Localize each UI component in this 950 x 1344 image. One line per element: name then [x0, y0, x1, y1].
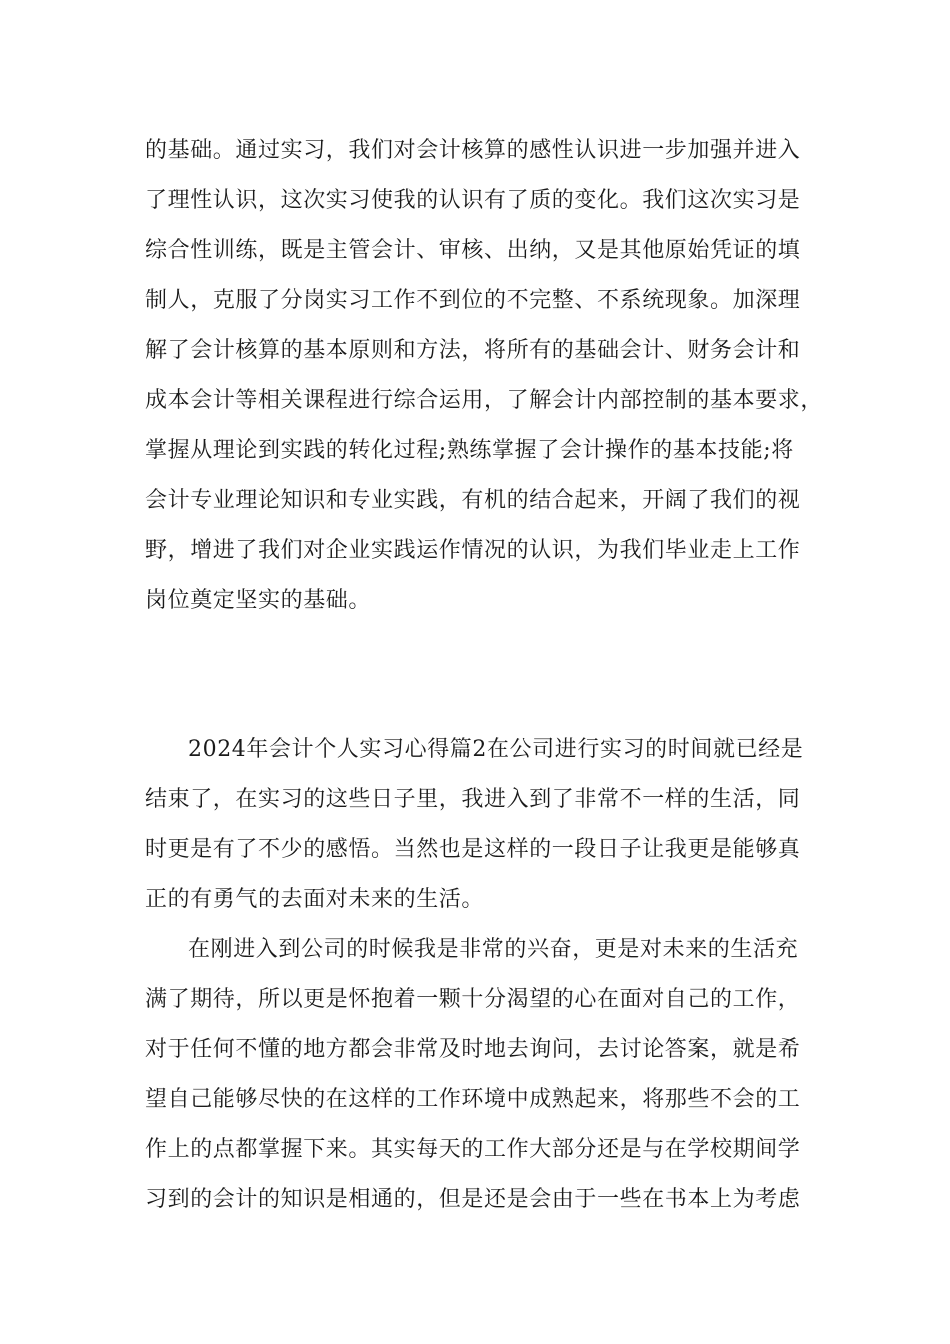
text-line: 制人，克服了分岗实习工作不到位的不完整、不系统现象。加深理	[145, 288, 801, 313]
text-line: 野，增进了我们对企业实践运作情况的认识，为我们毕业走上工作	[145, 538, 801, 563]
text-line: 2024年会计个人实习心得篇2在公司进行实习的时间就已经是	[188, 737, 804, 762]
text-line: 会计专业理论知识和专业实践，有机的结合起来，开阔了我们的视	[145, 488, 801, 513]
text-line: 正的有勇气的去面对未来的生活。	[145, 887, 485, 912]
text-line: 综合性训练，既是主管会计、审核、出纳，又是其他原始凭证的填	[145, 238, 801, 263]
text-line: 了理性认识，这次实习使我的认识有了质的变化。我们这次实习是	[145, 188, 801, 213]
text-line: 作上的点都掌握下来。其实每天的工作大部分还是与在学校期间学	[145, 1137, 801, 1162]
text-line: 习到的会计的知识是相通的，但是还是会由于一些在书本上为考虑	[145, 1187, 801, 1212]
text-line: 满了期待，所以更是怀抱着一颗十分渴望的心在面对自己的工作，	[145, 987, 801, 1012]
text-line: 对于任何不懂的地方都会非常及时地去询问，去讨论答案，就是希	[145, 1037, 801, 1062]
text-line: 岗位奠定坚实的基础。	[145, 588, 372, 613]
text-line: 掌握从理论到实践的转化过程;熟练掌握了会计操作的基本技能;将	[145, 438, 794, 463]
text-line: 望自己能够尽快的在这样的工作环境中成熟起来，将那些不会的工	[145, 1087, 801, 1112]
text-line: 在刚进入到公司的时候我是非常的兴奋，更是对未来的生活充	[188, 937, 799, 962]
text-line: 的基础。通过实习，我们对会计核算的感性认识进一步加强并进入	[145, 138, 801, 163]
text-line: 结束了，在实习的这些日子里，我进入到了非常不一样的生活，同	[145, 787, 801, 812]
text-line: 解了会计核算的基本原则和方法，将所有的基础会计、财务会计和	[145, 338, 801, 363]
text-line: 成本会计等相关课程进行综合运用，了解会计内部控制的基本要求，	[145, 388, 824, 413]
text-line: 时更是有了不少的感悟。当然也是这样的一段日子让我更是能够真	[145, 837, 801, 862]
